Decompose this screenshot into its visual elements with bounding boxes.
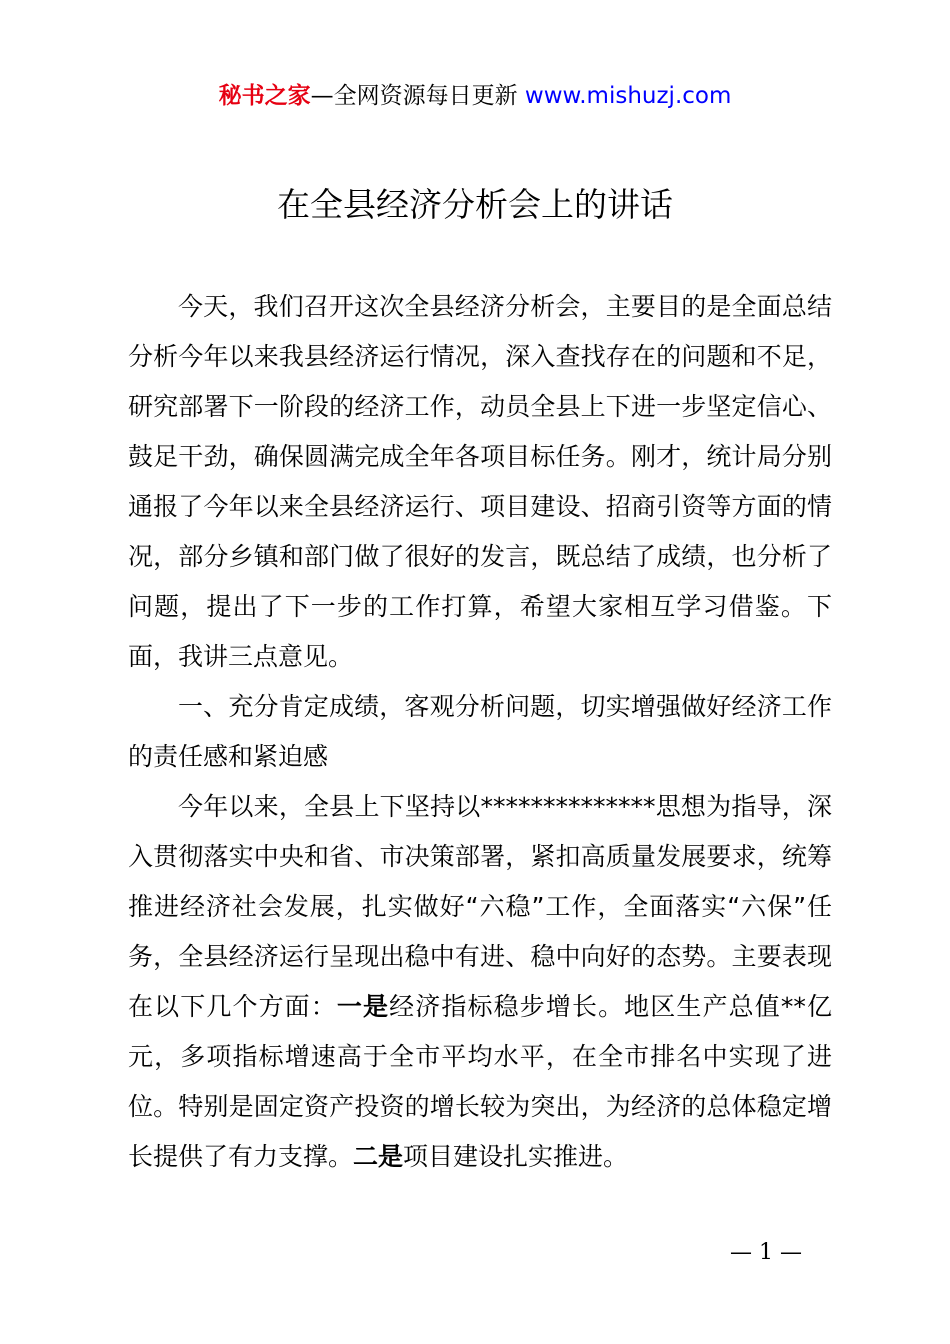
point-marker-1: 一是 bbox=[336, 992, 390, 1021]
site-url-link[interactable]: www.mishuzj.com bbox=[524, 83, 732, 109]
site-brand: 秘书之家 bbox=[218, 83, 311, 109]
paragraph-text: 经济指标稳步增长。地区生产总值**亿元，多项指标增速高于全市平均水平，在全市排名中实现了进位。特别是固定资产投资的增长较为突出，为经济的总体稳定增长提供了有力支撑。 bbox=[128, 992, 832, 1171]
site-header bbox=[0, 80, 950, 112]
paragraph-text: 项目建设扎实推进。 bbox=[403, 1142, 629, 1171]
document-body bbox=[128, 282, 832, 1182]
page-number: — 1 — bbox=[730, 1240, 802, 1265]
document-title: 在全县经济分析会上的讲话 bbox=[277, 185, 673, 224]
paragraph-text: 今年以来，全县上下坚持以**************思想为指导，深入贯彻落实中央和省、市决策部署，紧扣高质量发展要求，统筹推进经济社会发展，扎实做好“六稳”工作，全面落实“六保”任务，全县经济运行呈现出稳中有进、稳中向好的态势。主要表现在以下几个方面： bbox=[128, 792, 832, 1021]
paragraph-achievements bbox=[128, 782, 832, 1182]
point-marker-2: 二是 bbox=[353, 1142, 404, 1171]
section-heading-1: 一、充分肯定成绩，客观分析问题，切实增强做好经济工作的责任感和紧迫感 bbox=[128, 692, 832, 771]
paragraph-intro: 今天，我们召开这次全县经济分析会，主要目的是全面总结分析今年以来我县经济运行情况，深入查找存在的问题和不足，研究部署下一阶段的经济工作，动员全县上下进一步坚定信心、鼓足干劲，确保圆满完成全年各项目标任务。刚才，统计局分别通报了今年以来全县经济运行、项目建设、招商引资等方面的情况，部分乡镇和部门做了很好的发言，既总结了成绩，也分析了问题，提出了下一步的工作打算，希望大家相互学习借鉴。下面，我讲三点意见。 bbox=[128, 292, 832, 671]
site-slogan: —全网资源每日更新 bbox=[310, 83, 525, 109]
